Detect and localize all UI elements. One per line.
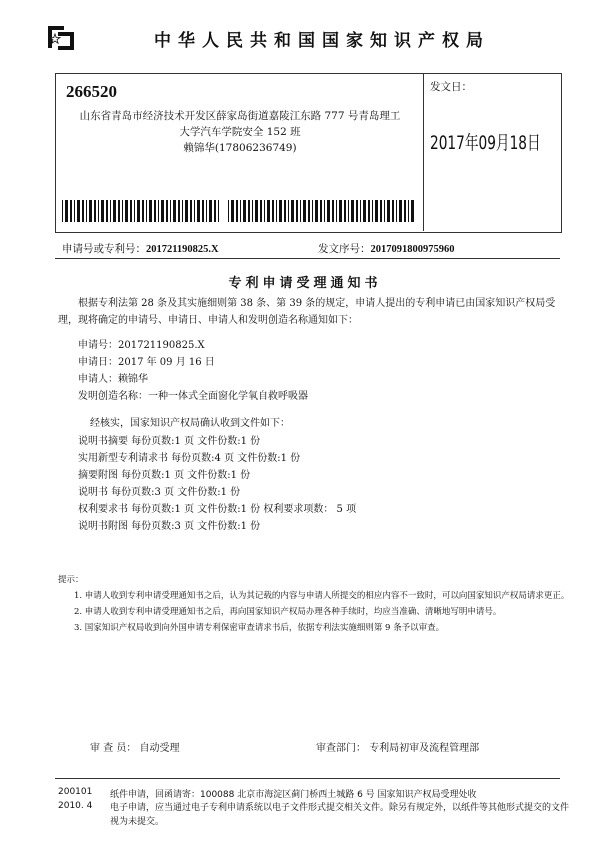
barcode-bar [264, 200, 265, 222]
barcode-bar [336, 200, 337, 222]
barcode-bar [260, 200, 262, 222]
barcode-bar [404, 200, 406, 222]
barcode-bar [368, 200, 370, 222]
dept-value: 专利局初审及流程管理部 [369, 743, 480, 754]
document-item: 权利要求书 每份页数:1 页 文件份数:1 份 权利要求项数： 5 项 [78, 504, 357, 515]
barcode-bar [396, 200, 397, 222]
barcode-bar [154, 200, 156, 222]
barcode-bar [146, 200, 147, 222]
barcode-bar [231, 200, 234, 222]
barcode-bar [110, 200, 111, 222]
notes-title: 提示： [58, 575, 84, 585]
barcode-bar [315, 200, 318, 222]
barcode-bar [288, 200, 289, 222]
field-applicant [78, 370, 148, 385]
note-item: 1. 申请人收到专利申请受理通知书之后，认为其记载的内容与申请人所提交的相应内容不一致时，可以向国家知识产权局请求更正。 [74, 591, 570, 601]
barcode-bar [125, 200, 128, 222]
send-date: 2017年09月18日 [430, 132, 541, 154]
footer-text-1: 纸件申请，回函请寄：100088 北京市海淀区蓟门桥西土城路 6 号 国家知识产权局受理处收 [110, 790, 477, 800]
barcode-bar [214, 200, 216, 222]
barcode-bar [182, 200, 183, 222]
barcode-bar [94, 200, 96, 222]
barcode-bar [324, 200, 325, 222]
field-value: 201721190825.X [118, 340, 205, 351]
barcode-bar [166, 200, 168, 222]
barcode-bar [70, 200, 72, 222]
recipient-name: 赖锦华(17806236749) [183, 142, 297, 154]
barcode-bar [149, 200, 152, 222]
barcode-1 [62, 200, 220, 222]
app-no-value: 201721190825.X [146, 244, 219, 255]
barcode-bar [228, 200, 229, 222]
barcode-bar [300, 200, 301, 222]
barcode-bar [101, 200, 104, 222]
barcode-bar [185, 200, 188, 222]
barcode-bar [291, 200, 294, 222]
barcode-bar [312, 200, 313, 222]
barcode-bar [351, 200, 354, 222]
barcode-bar [194, 200, 195, 222]
barcode-bar [142, 200, 144, 222]
checked-intro: 经核实，国家知识产权局确认收到文件如下： [90, 418, 290, 429]
field-label: 申请人： [78, 374, 118, 385]
barcode-bar [113, 200, 116, 222]
document-item: 实用新型专利请求书 每份页数:4 页 文件份数:1 份 [78, 453, 301, 464]
barcode-bar [248, 200, 250, 222]
app-no-row [62, 241, 219, 256]
barcode-bar [303, 200, 306, 222]
barcode-bar [202, 200, 204, 222]
barcode-bar [137, 200, 140, 222]
footer-text-2: 电子申请，应当通过电子专利申请系统以电子文件形式提交相关文件。除另有规定外，以纸件等其他形式提交的文件视为未提交。 [110, 803, 570, 827]
divider-top [55, 258, 560, 259]
barcode-bar [209, 200, 212, 222]
barcode-bar [272, 200, 274, 222]
barcode-bar [98, 200, 99, 222]
recipient-address [64, 108, 416, 156]
doc-no-row [318, 241, 455, 256]
barcode-bar [380, 200, 382, 222]
barcode-bar [118, 200, 120, 222]
barcode-bar [360, 200, 361, 222]
barcode-bar [267, 200, 270, 222]
document-title: 专利申请受理通知书 [228, 276, 382, 291]
field-invention-title [78, 387, 308, 402]
barcode-bar [178, 200, 180, 222]
barcode-bar [392, 200, 394, 222]
barcode-bar [284, 200, 286, 222]
examiner-value: 自动受理 [139, 743, 180, 754]
document-item: 说明书附图 每份页数:3 页 文件份数:1 份 [78, 521, 261, 532]
barcode-bar [122, 200, 123, 222]
dept-label: 审查部门： [316, 743, 366, 754]
doc-no-value: 2017091800975960 [370, 244, 455, 255]
barcode-bar [327, 200, 330, 222]
barcode-bar [408, 200, 409, 222]
barcode-bar [161, 200, 164, 222]
barcode-bar [89, 200, 92, 222]
barcode-bar [86, 200, 87, 222]
barcode-2 [228, 200, 416, 222]
address-box-divider [423, 73, 424, 231]
field-app-date [78, 353, 215, 368]
barcode-bar [276, 200, 277, 222]
field-app-no [78, 336, 205, 351]
barcode-bar [308, 200, 310, 222]
barcode-bar [279, 200, 282, 222]
address-line-1: 山东省青岛市经济技术开发区薛家岛街道嘉陵江东路 777 号青岛理工 [79, 110, 401, 122]
barcode-bar [236, 200, 238, 222]
app-no-label: 申请号或专利号： [62, 243, 146, 255]
field-label: 发明创造名称： [78, 391, 148, 402]
intro-paragraph: 根据专利法第 28 条及其实施细则第 38 条、第 39 条的规定，申请人提出的专利申请已由国家知识产权局受理，现将确定的申请号、申请日、申请人和发明创造名称通知如下： [58, 298, 556, 326]
examiner-label: 审 查 员： [90, 743, 137, 754]
barcode-bar [130, 200, 132, 222]
field-value: 2017 年 09 月 16 日 [118, 357, 215, 368]
barcode-bar [134, 200, 135, 222]
doc-no-label: 发文序号： [318, 243, 371, 255]
barcode-bar [411, 200, 414, 222]
barcode-bar [190, 200, 192, 222]
barcode-bar [356, 200, 358, 222]
barcode-bar [255, 200, 258, 222]
barcode-bar [332, 200, 334, 222]
barcode-bar [320, 200, 322, 222]
document-item: 摘要附图 每份页数:1 页 文件份数:1 份 [78, 470, 251, 481]
barcode-bar [218, 200, 219, 222]
send-date-label: 发文日： [430, 81, 472, 93]
barcode-bar [158, 200, 159, 222]
footer-code-1: 200101 [58, 787, 93, 797]
divider-bottom [55, 778, 560, 779]
barcode-bar [77, 200, 80, 222]
footer-code-2: 2010. 4 [58, 801, 93, 811]
barcode-bar [206, 200, 207, 222]
barcode-bar [372, 200, 373, 222]
note-item: 2. 申请人收到专利申请受理通知书之后，再向国家知识产权局办理各种手续时，均应当准确、清晰地写明申请号。 [74, 607, 502, 617]
barcode-bar [106, 200, 108, 222]
field-label: 申请号： [78, 340, 118, 351]
zip-code: 266520 [66, 82, 117, 101]
document-item: 说明书摘要 每份页数:1 页 文件份数:1 份 [78, 436, 261, 447]
barcode-bar [170, 200, 171, 222]
barcode-bar [348, 200, 349, 222]
barcode-bar [387, 200, 390, 222]
barcode-bar [339, 200, 342, 222]
header-title: 中华人民共和国国家知识产权局 [154, 31, 490, 51]
address-line-2: 大学汽车学院安全 152 班 [179, 126, 301, 138]
examiner [90, 740, 180, 757]
barcode-bar [62, 200, 63, 222]
barcode-bar [240, 200, 241, 222]
barcode-bar [74, 200, 75, 222]
review-dept [316, 740, 479, 757]
barcode-bar [344, 200, 346, 222]
barcode-bar [399, 200, 402, 222]
barcode-bar [363, 200, 366, 222]
barcode-bar [173, 200, 176, 222]
notes-section [58, 572, 570, 636]
barcode-bar [243, 200, 246, 222]
barcode-bar [375, 200, 378, 222]
note-item: 3. 国家知识产权局收到向外国申请专利保密审查请求书后，依据专利法实施细则第 9 条予以审查。 [74, 623, 445, 633]
field-label: 申请日： [78, 357, 118, 368]
barcode-bar [252, 200, 253, 222]
document-item: 说明书 每份页数:3 页 文件份数:1 份 [78, 487, 241, 498]
field-value: 赖锦华 [118, 374, 148, 385]
barcode-bar [65, 200, 68, 222]
barcode-bar [197, 200, 200, 222]
barcode-bar [82, 200, 84, 222]
field-value: 一种一体式全面窗化学氧自救呼吸器 [148, 391, 308, 402]
barcode-bar [384, 200, 385, 222]
barcode-bar [296, 200, 298, 222]
